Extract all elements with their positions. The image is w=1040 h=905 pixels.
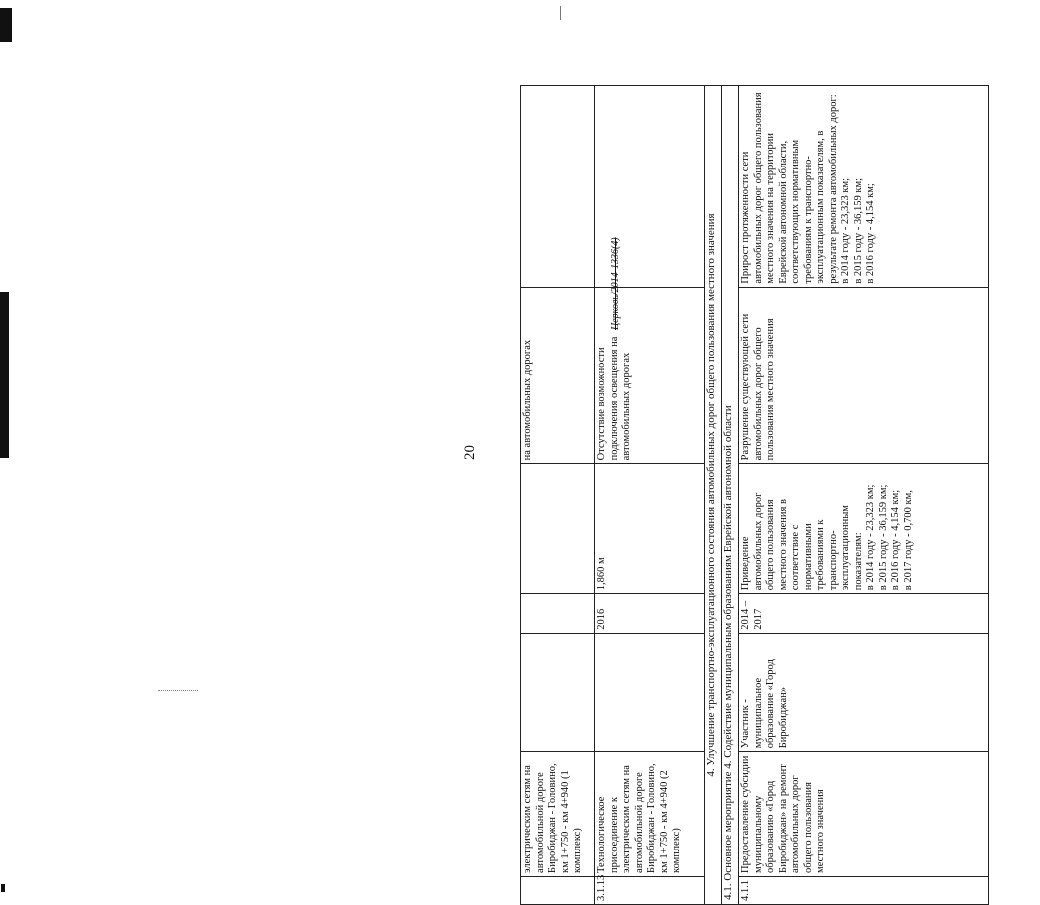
measure-row [722, 86, 739, 905]
rotated-page [40, 0, 914, 905]
period: 2014 – 2017 [739, 594, 989, 633]
section-title: 4. Улучшение транспортно-эксплуатационного состояния автомобильных дорог общего пользования местного значения [705, 86, 722, 905]
measure-title: 4.1. Основное мероприятие 4. Содействие муниципальным образованиям Еврейской автономной области [722, 86, 739, 905]
table-row [521, 86, 595, 905]
scan-mark-mid-left [0, 292, 9, 458]
result-line: в 2015 году - 36,159 км; [877, 484, 889, 591]
indicator-line: в 2014 году - 23,323 км; [840, 177, 851, 284]
indicator-intro: Прирост протяженности сети автомобильных дорог общего пользования местного значения на территории Еврейской автономной области, соответствующих нормативным требованиям к транспортно-эксплуатационным показателям, в результате ремонта автомобильных дорог: [740, 92, 839, 284]
program-table [520, 85, 1040, 905]
executor: Участник - муниципальное образование «Город Биробиджан» [739, 633, 989, 751]
expected-result [739, 464, 989, 594]
period [521, 594, 595, 633]
indicator [739, 86, 989, 288]
consequence: Отсутствие возможности подключения освещения на автомобильных дорогах [595, 287, 705, 464]
measure-name: Предоставление субсидии муниципальному образованию «Город Биробиджан» на ремонт автомобильных дорог общего пользования местного значения [739, 752, 989, 877]
executor [595, 633, 705, 751]
result-intro: Приведение автомобильных дорог общего пользования местного значения в соответствие с нормативными требованиями к транспортно-эксплуатационным показателям: [740, 492, 864, 591]
row-number [521, 876, 595, 904]
expected-result: 1,860 м [595, 464, 705, 594]
executor [521, 633, 595, 751]
indicator-line: в 2015 году - 36,159 км; [852, 177, 864, 284]
measure-name: электрическим сетям на автомобильной дороге Биробиджан - Головино, км 1+750 - км 4+940 (1 комплекс) [521, 752, 595, 877]
indicator-line: в 2016 году - 4,154 км; [865, 183, 876, 284]
measure-name: Технологическое присоединение к электрическим сетям на автомобильной дороге Биробиджан - Головино, км 1+750 - км 4+940 (2 комплекс) [595, 752, 705, 877]
expected-result [521, 464, 595, 594]
section-row [705, 86, 722, 905]
document-code: Церковь/2014-1336(4) [610, 237, 621, 330]
result-line: в 2017 году - 0,700 км, [902, 490, 914, 591]
table-row [595, 86, 705, 905]
period: 2016 [595, 594, 705, 633]
indicator [521, 86, 595, 288]
row-number: 3.1.13 [595, 876, 705, 904]
result-line: в 2016 году - 4,154 км; [890, 489, 901, 591]
scan-mark-bottom-left [1, 884, 5, 892]
indicator [595, 86, 705, 288]
page-number: 20 [462, 445, 478, 460]
row-number: 4.1.1 [739, 876, 989, 904]
consequence: на автомобильных дорогах [521, 287, 595, 464]
result-line: в 2014 году - 23,323 км; [865, 484, 876, 591]
consequence: Разрушение существующей сети автомобильных дорог общего пользования местного значения [739, 287, 989, 464]
table-row [739, 86, 989, 905]
scan-mark-top-left [0, 8, 12, 42]
